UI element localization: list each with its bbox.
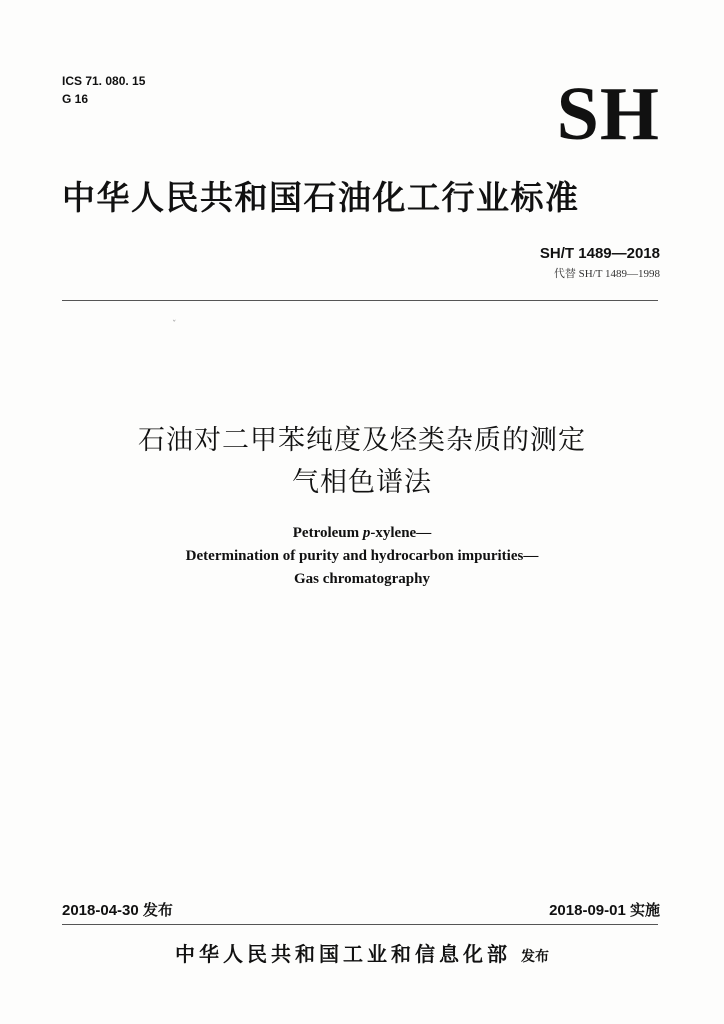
ccs-classification: G 16 (62, 92, 89, 106)
english-title-suffix: -xylene— (370, 525, 432, 541)
issuer-block (62, 938, 662, 967)
implement-date-block (549, 900, 660, 921)
standard-number: SH/T 1489—2018 (539, 245, 660, 262)
issuer-suffix: 发布 (521, 949, 549, 965)
implement-date: 2018-09-01 (549, 902, 626, 919)
sh-logo: SH (556, 72, 660, 156)
ics-code: ICS 71. 080. 15 (62, 74, 146, 88)
bottom-divider (62, 924, 658, 925)
chinese-title-line-1: 石油对二甲苯纯度及烃类杂质的测定 (138, 425, 586, 456)
publish-date: 2018-04-30 (62, 902, 139, 919)
english-title-line-2: Determination of purity and hydrocarbon impurities— (185, 548, 539, 564)
english-title-line-1 (62, 522, 662, 544)
publish-date-block (62, 900, 173, 921)
chinese-title-line-2: 气相色谱法 (292, 467, 432, 498)
replaces-standard: 代替 SH/T 1489—1998 (553, 268, 660, 280)
implement-label: 实施 (629, 901, 660, 919)
publish-label: 发布 (142, 901, 173, 919)
english-title-prefix: Petroleum (292, 525, 363, 541)
english-title-italic: p (362, 525, 371, 541)
classification-block (62, 72, 145, 108)
scan-mark: ˇ (172, 320, 177, 330)
english-title-line-3: Gas chromatography (294, 571, 430, 587)
issuer-name: 中华人民共和国工业和信息化部 (175, 942, 511, 966)
top-divider (62, 300, 658, 301)
industry-standard-title: 中华人民共和国石油化工行业标准 (62, 178, 580, 217)
